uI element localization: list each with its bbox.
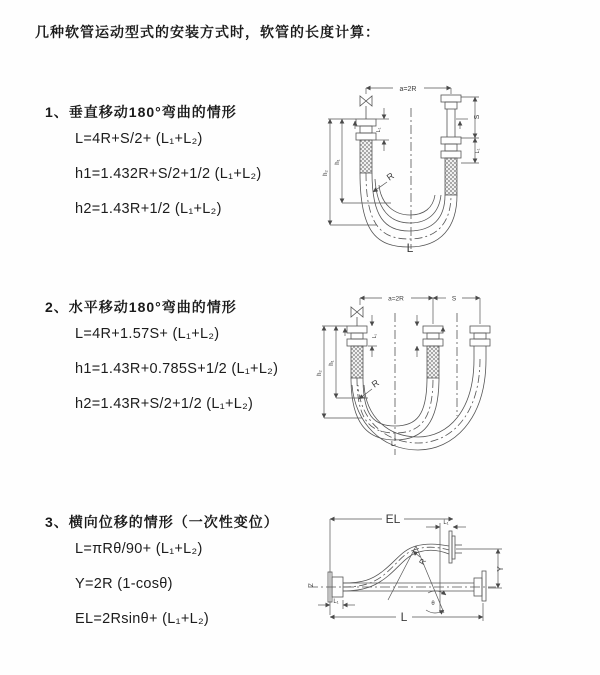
right-fitting <box>470 326 490 359</box>
fixed-end-mark: Z <box>309 583 315 587</box>
radius-label: R <box>369 377 381 390</box>
upper-flange <box>449 531 462 563</box>
diagram-horizontal-180-bend <box>310 283 600 473</box>
dim-s-label: S <box>451 295 457 303</box>
diagram-vertical-180-bend <box>315 75 600 265</box>
section-horizontal-movement <box>45 297 345 422</box>
dim-h1-label: h₁ <box>335 159 341 165</box>
section-1-heading: 1、垂直移动180°弯曲的情形 <box>45 104 237 120</box>
middle-fitting <box>423 326 443 378</box>
dim-h1-label: h₁ <box>329 360 335 366</box>
left-fitting <box>356 119 376 173</box>
right-flange <box>474 571 486 601</box>
page-title: 几种软管运动型式的安装方式时，软管的长度计算： <box>35 24 380 40</box>
dim-h2-label: h₂ <box>317 370 323 376</box>
radius-construction-lines <box>388 546 444 613</box>
dim-y-label: Y <box>496 566 505 572</box>
formula-y: Y=2R (1-cosθ) <box>75 576 173 592</box>
formula-l: L=4R+S/2+ (L₁+L₂) <box>75 131 203 147</box>
formula-h2: h2=1.43R+1/2 (L₁+L₂) <box>75 201 222 217</box>
dim-l1-top-label: L₁ <box>443 520 449 526</box>
dim-h2-label: h₂ <box>323 170 329 176</box>
dim-l1-bottom-label: L₁ <box>333 599 339 605</box>
dim-l1-top <box>426 523 466 613</box>
formula-el: EL=2Rsinθ+ (L₁+L₂) <box>75 611 210 627</box>
section-3-heading: 3、横向位移的情形（一次性变位） <box>45 514 279 530</box>
dim-a2r-label: a=2R <box>399 86 417 93</box>
radius-label: R <box>417 556 429 567</box>
theta-label: θ <box>431 601 435 607</box>
radius-label: R <box>384 170 396 183</box>
dim-s <box>433 295 480 324</box>
dim-a2r-label: a=2R <box>388 295 404 303</box>
diagram-lateral-displacement <box>300 505 600 675</box>
dim-l1-left-label: L₁ <box>372 333 378 339</box>
hose-u-bend-position2 <box>352 359 486 450</box>
hose-u-bend <box>360 173 457 247</box>
dim-el-label: EL <box>385 512 401 526</box>
dim-l1-right-label: L₁ <box>475 148 481 154</box>
length-label: L <box>406 241 414 255</box>
right-fitting-assembly <box>441 95 461 195</box>
dim-s-label: S <box>474 114 481 120</box>
dim-l1-left-label: L₁ <box>376 127 382 133</box>
formula-h1: h1=1.432R+S/2+1/2 (L₁+L₂) <box>75 166 262 182</box>
left-fitting <box>347 326 367 378</box>
formula-h1: h1=1.43R+0.785S+1/2 (L₁+L₂) <box>75 361 279 377</box>
valve-icon <box>360 96 372 119</box>
length-label: L <box>391 441 395 448</box>
dim-l-label: L <box>400 610 408 624</box>
formula-l: L=4R+1.57S+ (L₁+L₂) <box>75 326 220 342</box>
formula-h2: h2=1.43R+S/2+1/2 (L₁+L₂) <box>75 396 254 412</box>
section-2-heading: 2、水平移动180°弯曲的情形 <box>45 299 237 315</box>
height-reference <box>322 326 443 339</box>
formula-l: L=πRθ/90+ (L₁+L₂) <box>75 541 203 557</box>
section-vertical-movement <box>45 102 345 227</box>
valve-icon <box>351 307 363 326</box>
